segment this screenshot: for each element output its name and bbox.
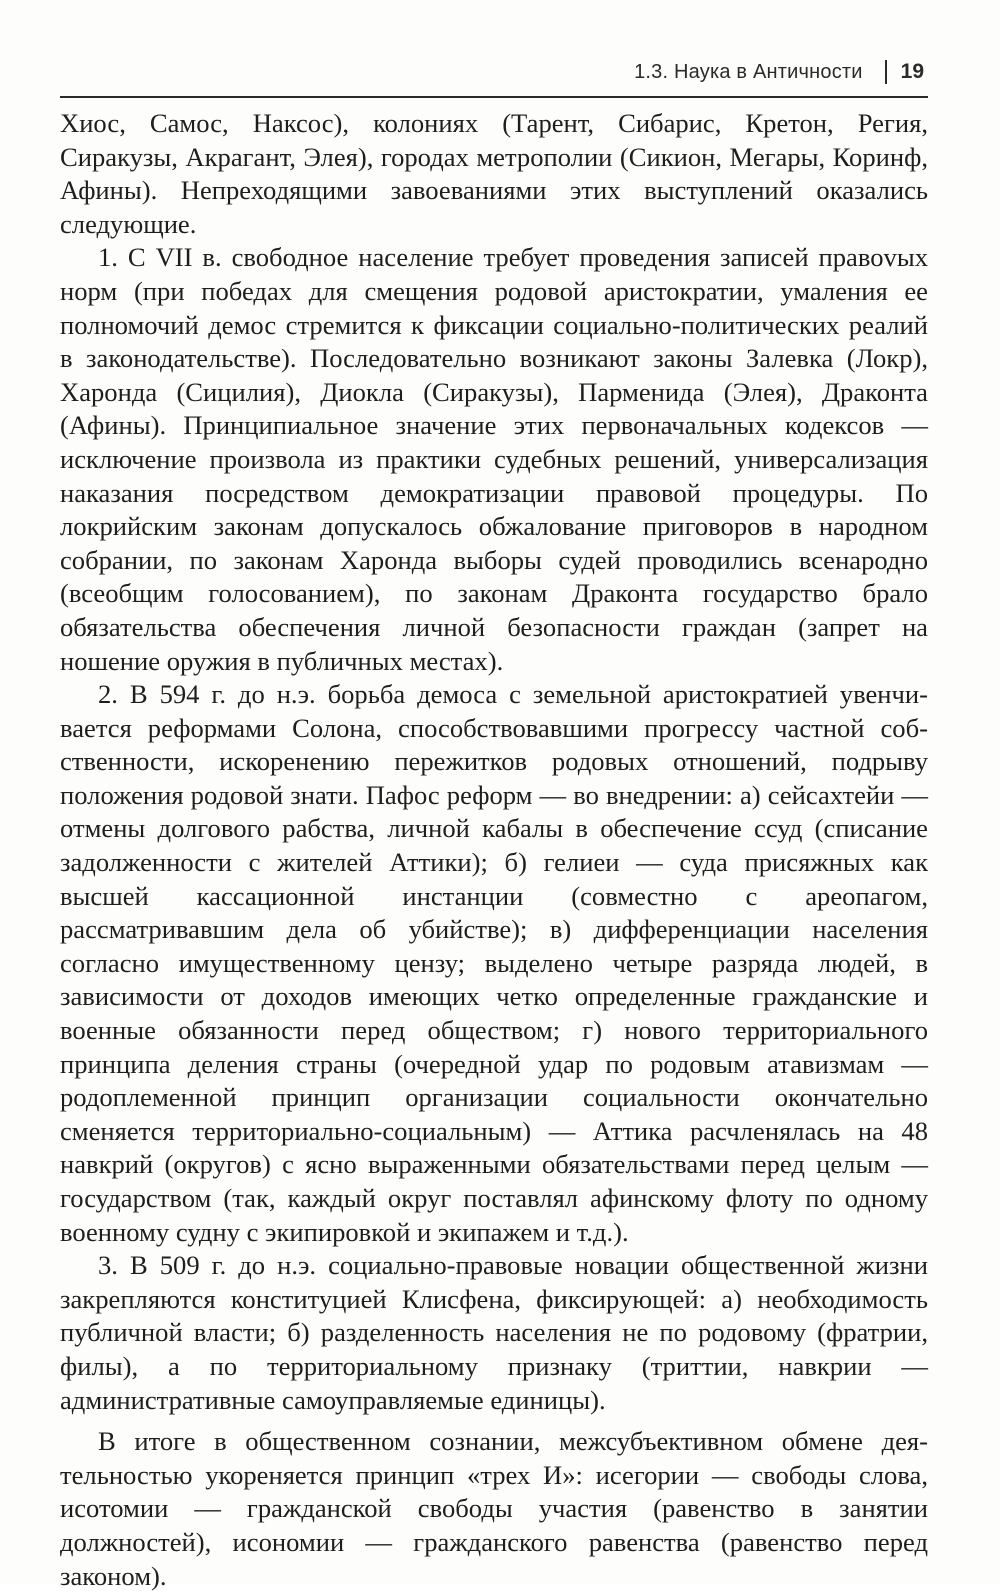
running-header [60, 52, 928, 98]
paragraph-item-3: 3. В 509 г. до н.э. социально-правовые новации общественной жизни закрепляются конституцией Клисфена, фиксирующей: а) необходимость публичной власти; б) разделенность населения не по родовому (фратрии, филы), а по территориальному признаку (триттии, навкрии — административные самоуправляемые единицы). [60, 1250, 928, 1415]
section-title: 1.3. Наука в Античности [634, 60, 863, 83]
paragraph-item-2: 2. В 594 г. до н.э. борьба демоса с земельной аристократией увенчивается реформами Солона, способствовавшими прогрессу частной собственности, искоренению пережитков родовых отношений, подрыву положения родовой знати. Пафос реформ — во внедрении: а) сейсахтейи — отмены долгового рабства, личной кабалы в обеспечение ссуд (списание задолженности с жителей Аттики); б) гелиеи — суда присяжных как высшей кассационной инстанции (совместно с ареопагом, рассматривавшим дела об убийстве); в) дифференциации населения согласно имущественному цензу; выделено четыре разряда людей, в зависимости от доходов имеющих четко определенные гражданские и военные обязанности перед обществом; г) нового территориального принципа деления страны (очередной удар по родовым атавизмам — родоплеменной принцип организации социальности окончательно сменяется территориально-социальным) — Аттика расчленялась на 48 навкрий (округов) с ясно выраженными обязательствами перед целым — государством (так, каждый округ поставлял афинскому флоту по одному военному судну с экипировкой и экипажем и т.д.). [60, 679, 928, 1247]
page-number: 19 [900, 60, 924, 83]
paragraph-continued: Хиос, Самос, Наксос), колониях (Тарент, Сибарис, Кретон, Регия, Сиракузы, Акрагант, Элея), городах метрополии (Сикион, Мегары, Коринф, Афины). Непреходящими завоеваниями этих выступлений оказались следующие. [60, 108, 928, 239]
header-right [634, 60, 924, 84]
body-text [60, 107, 928, 1593]
paragraph-conclusion: В итоге в общественном сознании, межсубъективном обмене деятельностью укореняется принцип «трех И»: исегории — свободы слова, исотомии — гражданской свободы участия (равенство в занятии должностей), исономии — гражданского равенства (равенство перед законом). [60, 1426, 928, 1591]
paragraph-item-1: 1. С VII в. свободное население требует проведения записей правоvых норм (при победах для смещения родовой аристократии, умаления ее полномочий демос стремится к фиксации социально-политических реалий в законодательстве). Последовательно возникают законы Залевка (Локр), Харонда (Сицилия), Диокла (Сиракузы), Парменида (Элея), Драконта (Афины). Принципиальное значение этих первоначальных кодексов — исключение произвола из практики судебных решений, универсализация наказания посредством демократизации правовой процедуры. По локрийским законам допускалось обжалование приговоров в народном собрании, по законам Харонда выборы судей проводились всенародно (всеобщим голосованием), по законам Драконта государство брало обязательства обеспечения личной безопасности граждан (запрет на ношение оружия в публичных местах). [60, 242, 928, 676]
header-separator [885, 60, 887, 84]
